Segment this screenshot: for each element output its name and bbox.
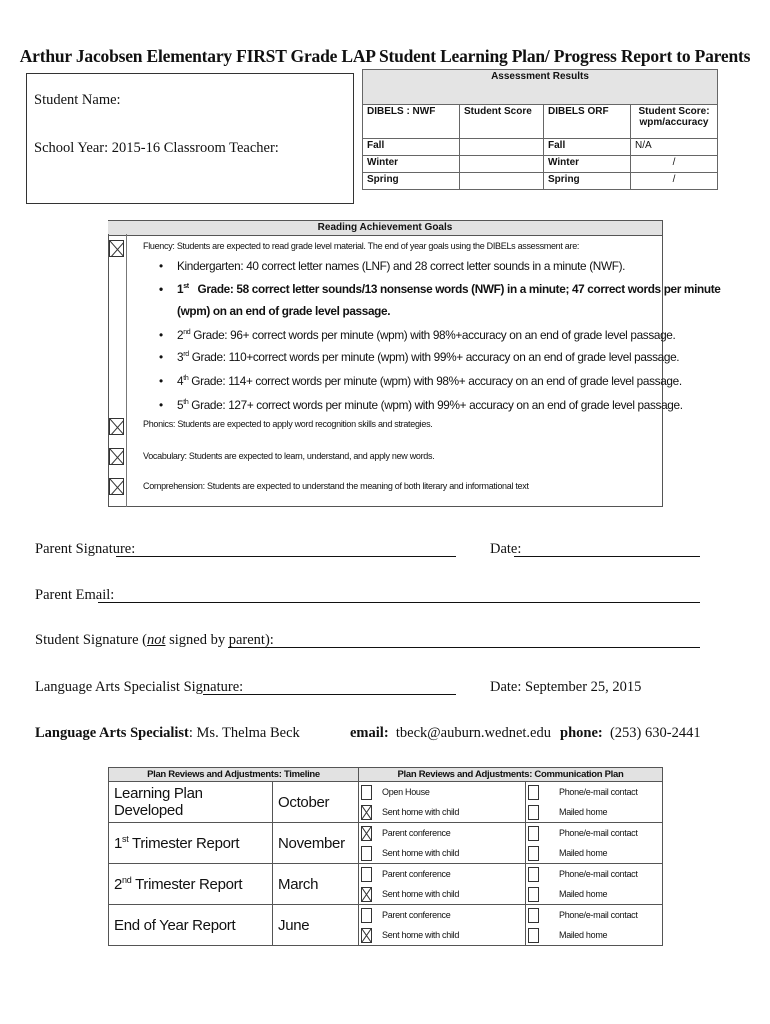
plan-reviews-table [108, 767, 663, 946]
fluency-checkbox-checked[interactable] [109, 240, 124, 257]
sent-home-checkbox-checked[interactable] [361, 887, 372, 902]
event-sup: nd [122, 875, 132, 885]
option-label: Parent conference [382, 910, 451, 920]
bullet-grade-2 [159, 328, 676, 342]
table-row [363, 139, 718, 156]
grade-sup: st [183, 283, 189, 291]
phone-label: phone: [560, 725, 603, 741]
school-year-row [34, 140, 279, 157]
sent-home-checkbox-checked[interactable] [361, 928, 372, 943]
option-label: Mailed home [559, 807, 608, 817]
comm-options-left [359, 905, 526, 946]
bullet-text: Grade: 127+ correct words per minute (wpm) with 99%+ accuracy on an end of grade level passage. [191, 398, 683, 412]
specialist-email-row [350, 725, 551, 742]
x-mark-icon [110, 449, 124, 465]
x-mark-icon [110, 419, 124, 435]
event-num: 1 [114, 835, 123, 852]
bullet-icon: • [159, 374, 163, 388]
option-label: Parent conference [382, 828, 451, 838]
parent-date-line[interactable] [514, 556, 700, 557]
option-label: Phone/e-mail contact [559, 869, 638, 879]
student-sig-text: signed by parent): [165, 632, 274, 648]
event-text: End of Year Report [114, 916, 236, 934]
phonics-text: Phonics: Students are expected to apply word recognition skills and strategies. [143, 419, 433, 429]
option-label: Sent home with child [382, 889, 460, 899]
mailed-home-checkbox[interactable] [528, 805, 539, 820]
comm-options-right [526, 823, 663, 864]
bullet-text: Grade: 110+correct words per minute (wpm) with 99%+ accuracy on an end of grade level passage. [191, 350, 680, 364]
event-text: Trimester Report [128, 835, 240, 852]
cell: Winter [363, 156, 460, 173]
grade-sup: nd [183, 329, 191, 337]
bullet-text: Grade: 96+ correct words per minute (wpm) with 98%+accuracy on an end of grade level passage. [193, 328, 676, 342]
event-text: Learning Plan Developed [114, 785, 203, 819]
score-cell[interactable]: N/A [631, 139, 718, 156]
specialist-name: : Ms. Thelma Beck [188, 725, 300, 741]
parent-signature-label: Parent Signature: [35, 541, 136, 557]
table-row [109, 864, 663, 905]
event-text: Trimester Report [131, 876, 243, 893]
score-cell[interactable] [460, 139, 544, 156]
grade-num: 3 [177, 350, 184, 364]
option-label: Mailed home [559, 848, 608, 858]
mailed-home-checkbox[interactable] [528, 846, 539, 861]
parent-email-line[interactable] [98, 602, 700, 603]
col-dibels-orf: DIBELS ORF [544, 105, 631, 139]
option-label: Phone/e-mail contact [559, 787, 638, 797]
score-cell[interactable] [460, 156, 544, 173]
grade-num: 5 [177, 398, 184, 412]
comm-options-left [359, 864, 526, 905]
bullet-kindergarten [159, 259, 626, 273]
parent-email-label: Parent Email: [35, 587, 115, 603]
comprehension-checkbox-checked[interactable] [109, 478, 124, 495]
col-student-score-wpm: Student Score: wpm/accuracy [631, 105, 718, 139]
specialist-phone-row [560, 725, 701, 742]
comm-options-left [359, 782, 526, 823]
bullet-text: Grade: 58 correct letter sounds/13 nonsense words (NWF) in a minute; 47 correct words per minute [197, 282, 721, 296]
parent-conference-checkbox[interactable] [361, 867, 372, 882]
comm-options-right [526, 864, 663, 905]
x-mark-icon [110, 479, 124, 495]
cell: Spring [363, 173, 460, 190]
goal-checkbox-column [108, 234, 127, 507]
cell: Spring [544, 173, 631, 190]
page-title: Arthur Jacobsen Elementary FIRST Grade LAP Student Learning Plan/ Progress Report to Parents [19, 46, 751, 66]
bullet-icon: • [159, 282, 163, 296]
grade-sup: rd [183, 351, 189, 359]
specialist-label: Language Arts Specialist [35, 725, 189, 741]
grade-sup: th [183, 399, 189, 407]
grade-sup: th [183, 375, 189, 383]
x-mark-icon [362, 888, 371, 901]
school-year-label: School Year: [34, 140, 109, 156]
reading-goals-header: Reading Achievement Goals [108, 221, 662, 236]
mailed-home-checkbox[interactable] [528, 887, 539, 902]
email-link[interactable]: tbeck@auburn.wednet.edu [395, 725, 551, 741]
month-cell: March [273, 864, 359, 905]
table-row [109, 823, 663, 864]
score-cell[interactable]: / [631, 156, 718, 173]
parent-date-label: Date: [490, 541, 522, 557]
bullet-grade-3 [159, 350, 680, 364]
col-dibels-nwf: DIBELS : NWF [363, 105, 460, 139]
school-year-value: 2015-16 [111, 140, 161, 156]
timeline-header: Plan Reviews and Adjustments: Timeline [109, 768, 359, 782]
bullet-icon: • [159, 328, 163, 342]
bullet-icon: • [159, 398, 163, 412]
comm-options-left [359, 823, 526, 864]
phonics-checkbox-checked[interactable] [109, 418, 124, 435]
mailed-home-checkbox[interactable] [528, 928, 539, 943]
sent-home-checkbox-checked[interactable] [361, 805, 372, 820]
cell: Fall [544, 139, 631, 156]
score-cell[interactable] [460, 173, 544, 190]
option-label: Sent home with child [382, 807, 460, 817]
specialist-signature-line[interactable] [203, 694, 456, 695]
specialist-signature-label: Language Arts Specialist Signature: [35, 679, 244, 695]
grade-num: 1 [177, 282, 184, 296]
month-cell: June [273, 905, 359, 946]
comm-options-right [526, 905, 663, 946]
bullet-text: Grade: 114+ correct words per minute (wpm) with 98%+ accuracy on an end of grade level passage. [191, 374, 682, 388]
x-mark-icon [362, 806, 371, 819]
vocabulary-checkbox-checked[interactable] [109, 448, 124, 465]
phone-email-checkbox[interactable] [528, 908, 539, 923]
option-label: Phone/e-mail contact [559, 910, 638, 920]
student-info-box [26, 73, 354, 204]
specialist-info [35, 725, 300, 742]
comm-options-right [526, 782, 663, 823]
student-sig-not: not [146, 632, 166, 648]
table-row [109, 782, 663, 823]
option-label: Parent conference [382, 869, 451, 879]
grade-num: 2 [177, 328, 184, 342]
x-mark-icon [362, 929, 371, 942]
bullet-icon: • [159, 350, 163, 364]
option-label: Mailed home [559, 889, 608, 899]
event-sup: st [122, 834, 129, 844]
sent-home-checkbox[interactable] [361, 846, 372, 861]
col-student-score: Student Score [460, 105, 544, 139]
option-label: Sent home with child [382, 848, 460, 858]
table-row [363, 156, 718, 173]
specialist-date: Date: September 25, 2015 [490, 679, 642, 695]
event-cell [109, 864, 273, 905]
bullet-grade-1 [159, 282, 721, 296]
option-label: Open House [382, 787, 430, 797]
event-cell [109, 823, 273, 864]
assessment-results-table [362, 69, 718, 190]
event-cell [109, 905, 273, 946]
parent-conference-checkbox-checked[interactable] [361, 826, 372, 841]
score-cell[interactable]: / [631, 173, 718, 190]
option-label: Phone/e-mail contact [559, 828, 638, 838]
classroom-teacher-label: Classroom Teacher: [163, 140, 279, 156]
bullet-text: Kindergarten: 40 correct letter names (LNF) and 28 correct letter sounds in a minute (NWF). [177, 259, 626, 273]
table-row [363, 173, 718, 190]
assessment-header: Assessment Results [363, 70, 718, 105]
x-mark-icon [362, 827, 371, 840]
event-num: 2 [114, 876, 123, 893]
phone-email-checkbox[interactable] [528, 826, 539, 841]
email-label: email: [350, 725, 389, 741]
parent-signature-line[interactable] [116, 556, 456, 557]
phone-value: (253) 630-2441 [609, 725, 701, 741]
grade-num: 4 [177, 374, 184, 388]
comprehension-text: Comprehension: Students are expected to understand the meaning of both literary and informational text [143, 481, 529, 491]
student-signature-line[interactable] [228, 647, 700, 648]
option-label: Sent home with child [382, 930, 460, 940]
event-cell [109, 782, 273, 823]
x-mark-icon [110, 241, 124, 257]
phone-email-checkbox[interactable] [528, 867, 539, 882]
bullet-icon: • [159, 259, 163, 273]
month-cell: October [273, 782, 359, 823]
parent-conference-checkbox[interactable] [361, 908, 372, 923]
open-house-checkbox[interactable] [361, 785, 372, 800]
communication-header: Plan Reviews and Adjustments: Communication Plan [359, 768, 663, 782]
cell: Fall [363, 139, 460, 156]
bullet-grade-1-cont: (wpm) on an end of grade level passage. [177, 304, 391, 318]
month-cell: November [273, 823, 359, 864]
student-name-label: Student Name: [34, 92, 121, 108]
vocabulary-text: Vocabulary: Students are expected to learn, understand, and apply new words. [143, 451, 435, 461]
bullet-grade-5 [159, 398, 683, 412]
phone-email-checkbox[interactable] [528, 785, 539, 800]
fluency-text: Fluency: Students are expected to read grade level material. The end of year goals using the DIBELs assessment are: [143, 241, 580, 251]
bullet-grade-4 [159, 374, 682, 388]
student-sig-text: Student Signature ( [35, 632, 147, 648]
cell: Winter [544, 156, 631, 173]
table-row [109, 905, 663, 946]
option-label: Mailed home [559, 930, 608, 940]
